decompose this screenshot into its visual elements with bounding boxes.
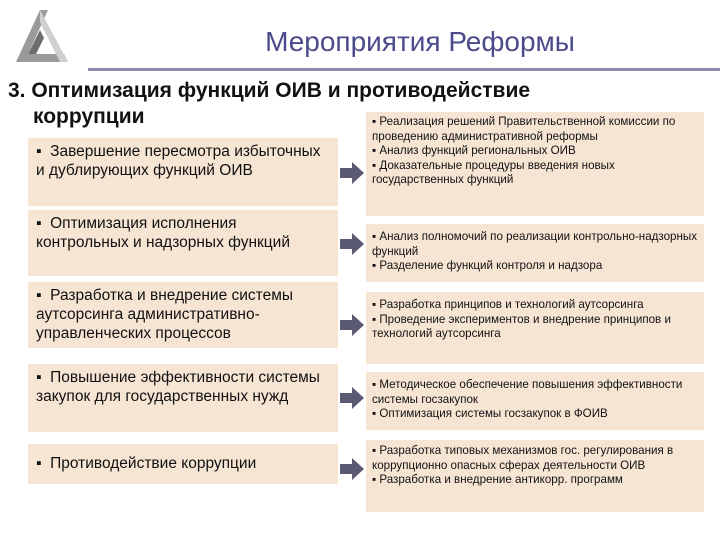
- measure-label-3: Разработка и внедрение системы аутсорсинга административно-управленческих процессов: [36, 287, 294, 342]
- arrow-right-icon: [340, 387, 364, 409]
- slide-title: Мероприятия Реформы: [265, 26, 575, 57]
- action-item: ▪ Разделение функций контроля и надзора: [372, 259, 698, 274]
- impossible-triangle-logo: [8, 4, 72, 68]
- actions-box-5: [366, 440, 704, 512]
- action-item: ▪ Реализация решений Правительственной комиссии по проведению административной реформы: [372, 115, 698, 144]
- measure-box-4: [28, 364, 338, 432]
- measure-label-2: Оптимизация исполнения контрольных и надзорных функций: [36, 215, 290, 251]
- measure-box-1: [28, 138, 338, 206]
- section-heading-line1: 3. Оптимизация функций ОИВ и противодействие: [8, 79, 531, 102]
- actions-box-2: [366, 224, 704, 282]
- section-heading-line2: коррупции: [33, 105, 145, 128]
- action-item: ▪ Разработка типовых механизмов гос. регулирования в коррупционно опасных сферах деятельности ОИВ: [372, 444, 698, 473]
- title-divider: [88, 68, 720, 71]
- action-item: ▪ Разработка принципов и технологий аутсорсинга: [372, 298, 698, 313]
- action-item: ▪ Проведение экспериментов и внедрение принципов и технологий аутсорсинга: [372, 313, 698, 342]
- measure-label-4: Повышение эффективности системы закупок для государственных нужд: [36, 369, 320, 405]
- actions-box-1: [366, 112, 704, 216]
- measure-box-5: [28, 444, 338, 484]
- arrow-right-icon: [340, 458, 364, 480]
- action-item: ▪ Анализ полномочий по реализации контрольно-надзорных функций: [372, 230, 698, 259]
- action-item: ▪ Разработка и внедрение антикорр. программ: [372, 473, 698, 488]
- arrow-right-icon: [340, 314, 364, 336]
- actions-box-3: [366, 292, 704, 364]
- actions-box-4: [366, 372, 704, 430]
- measure-label-1: Завершение пересмотра избыточных и дублирующих функций ОИВ: [36, 143, 321, 179]
- action-item: ▪ Доказательные процедуры введения новых государственных функций: [372, 159, 698, 188]
- arrow-right-icon: [340, 162, 364, 184]
- action-item: ▪ Методическое обеспечение повышения эффективности системы госзакупок: [372, 378, 698, 407]
- measure-box-3: [28, 282, 338, 348]
- action-item: ▪ Анализ функций региональных ОИВ: [372, 144, 698, 159]
- action-item: ▪ Оптимизация системы госзакупок в ФОИВ: [372, 407, 698, 422]
- arrow-right-icon: [340, 233, 364, 255]
- measure-label-5: Противодействие коррупции: [50, 455, 257, 472]
- measure-box-2: [28, 210, 338, 276]
